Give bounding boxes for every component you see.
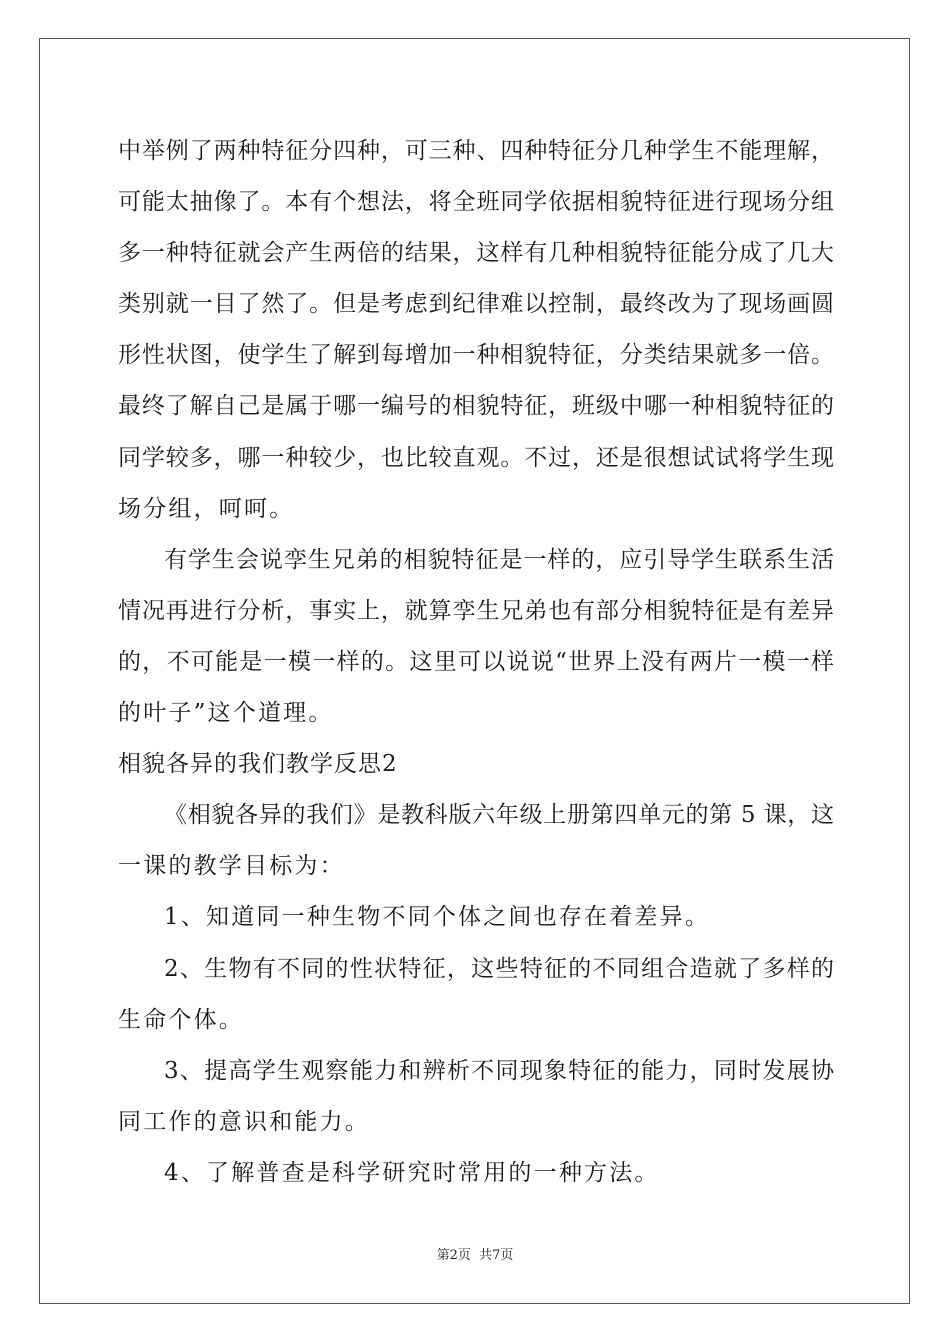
text-line: 同学较多，哪一种较少，也比较直观。不过，还是很想试试将学生现 xyxy=(118,444,834,471)
document-body xyxy=(118,126,834,1199)
text-line: 4、了解普查是科学研究时常用的一种方法。 xyxy=(164,1159,660,1186)
page-footer xyxy=(0,1244,950,1263)
text-line: 的，不可能是一模一样的。这里可以说说“世界上没有两片一模一样 xyxy=(118,648,834,675)
text-line: 《相貌各异的我们》是教科版六年级上册第四单元的第 5 课，这 xyxy=(164,802,834,829)
text-line: 同工作的意识和能力。 xyxy=(118,1108,370,1135)
text-line: 3、提高学生观察能力和辨析不同现象特征的能力，同时发展协 xyxy=(164,1057,834,1084)
section-heading: 相貌各异的我们教学反思2 xyxy=(118,751,398,778)
text-line: 多一种特征就会产生两倍的结果，这样有几种相貌特征能分成了几大 xyxy=(118,240,834,267)
text-line: 最终了解自己是属于哪一编号的相貌特征，班级中哪一种相貌特征的 xyxy=(118,393,834,420)
text-line: 形性状图，使学生了解到每增加一种相貌特征，分类结果就多一倍。 xyxy=(118,342,834,369)
text-line: 情况再进行分析，事实上，就算孪生兄弟也有部分相貌特征是有差异 xyxy=(118,597,834,624)
text-line: 中举例了两种特征分四种，可三种、四种特征分几种学生不能理解， xyxy=(118,138,834,164)
text-line: 类别就一目了然了。但是考虑到纪律难以控制，最终改为了现场画圆 xyxy=(118,291,834,318)
text-line: 的叶子”这个道理。 xyxy=(118,700,334,727)
total-pages: 共7页 xyxy=(479,1248,514,1263)
text-line: 场分组，呵呵。 xyxy=(118,495,295,522)
text-line: 有学生会说孪生兄弟的相貌特征是一样的，应引导学生联系生活 xyxy=(164,546,834,573)
current-page-number: 第2页 xyxy=(436,1248,471,1263)
text-line: 2、生物有不同的性状特征，这些特征的不同组合造就了多样的 xyxy=(164,955,834,982)
text-line: 1、知道同一种生物不同个体之间也存在着差异。 xyxy=(164,904,711,931)
text-line: 可能太抽像了。本有个想法，将全班同学依据相貌特征进行现场分组 xyxy=(118,189,834,216)
text-line: 生命个体。 xyxy=(118,1006,244,1033)
text-line: 一课的教学目标为： xyxy=(118,853,345,880)
